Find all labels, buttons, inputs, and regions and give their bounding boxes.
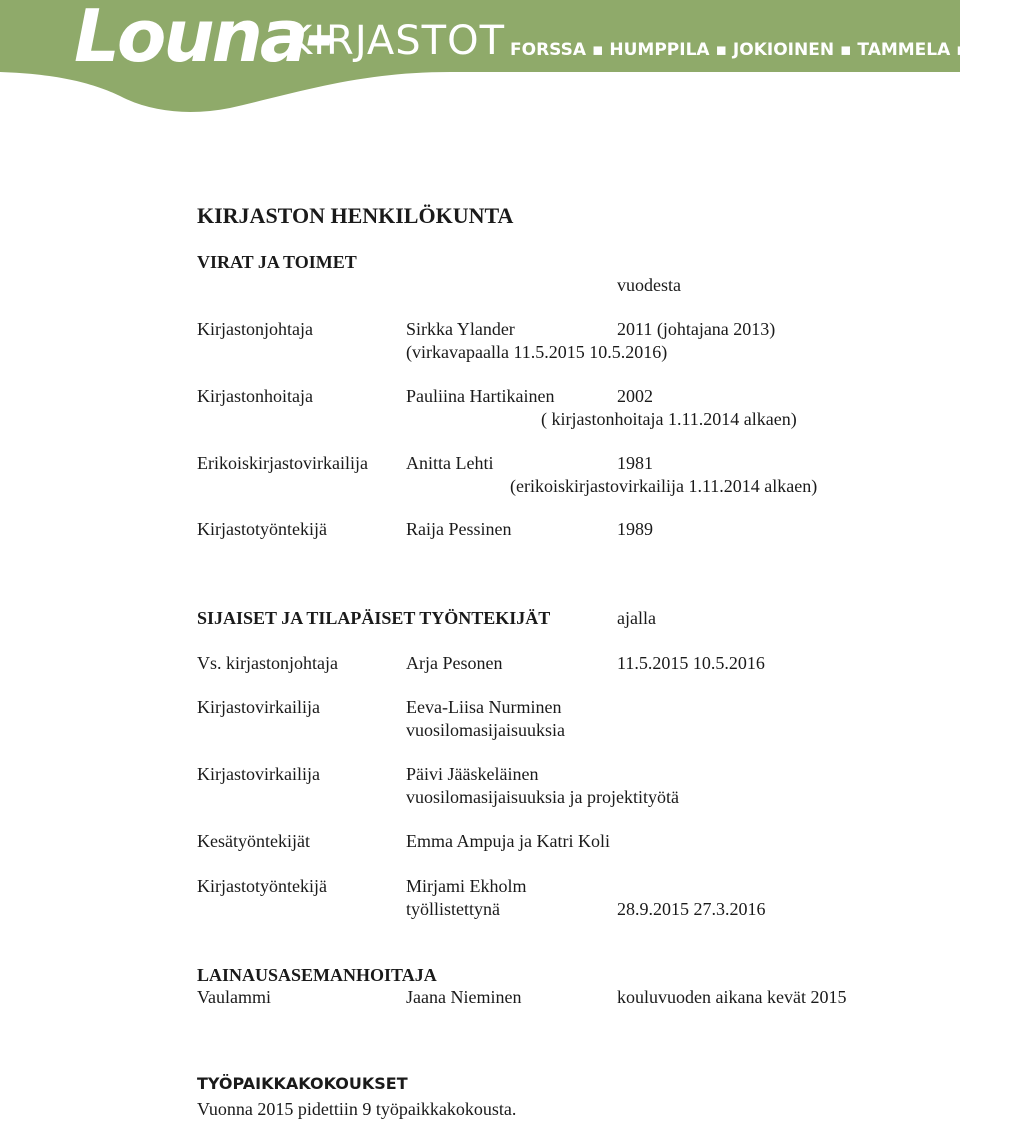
role-label: Erikoiskirjastovirkailija: [197, 453, 368, 473]
column-header-vuodesta: vuodesta: [617, 275, 681, 295]
period-text: kouluvuoden aikana kevät 2015: [617, 987, 847, 1007]
note-text: (erikoiskirjastovirkailija 1.11.2014 alkaen): [510, 476, 818, 496]
page-title: KIRJASTON HENKILÖKUNTA: [197, 203, 514, 228]
person-name: Emma Ampuja ja Katri Koli: [406, 831, 610, 851]
period-text: 28.9.2015 27.3.2016: [617, 899, 766, 919]
section-heading-virat: VIRAT JA TOIMET: [197, 252, 357, 272]
role-label: Kirjastovirkailija: [197, 764, 320, 784]
person-name: Sirkka Ylander: [406, 319, 515, 339]
start-year: 1989: [617, 519, 653, 539]
towns-list: FORSSA ▪ HUMPPILA ▪ JOKIOINEN ▪ TAMMELA ▪ YPÄJÄ: [510, 40, 1030, 60]
note-text: ( kirjastonhoitaja 1.11.2014 alkaen): [541, 409, 797, 429]
section-heading-lainausasema: LAINAUSASEMANHOITAJA: [197, 965, 437, 985]
section-heading-sijaiset: SIJAISET JA TILAPÄISET TYÖNTEKIJÄT: [197, 608, 551, 628]
role-label: Kirjastonjohtaja: [197, 319, 313, 339]
person-name: Päivi Jääskeläinen: [406, 764, 539, 784]
note-text: vuosilomasijaisuuksia ja projektityötä: [406, 787, 679, 807]
person-name: Mirjami Ekholm: [406, 876, 527, 896]
body-text: Vuonna 2015 pidettiin 9 työpaikkakokousta.: [197, 1099, 517, 1119]
person-name: Arja Pesonen: [406, 653, 503, 673]
logo-louna: Louna-: [74, 0, 333, 78]
role-label: Kirjastovirkailija: [197, 697, 320, 717]
person-name: Pauliina Hartikainen: [406, 386, 555, 406]
note-text: työllistettynä: [406, 899, 500, 919]
note-text: (virkavapaalla 11.5.2015 10.5.2016): [406, 342, 668, 362]
note-text: vuosilomasijaisuuksia: [406, 720, 565, 740]
role-label: Kesätyöntekijät: [197, 831, 310, 851]
header-banner: [0, 0, 1030, 115]
person-name: Anitta Lehti: [406, 453, 494, 473]
place-label: Vaulammi: [197, 987, 271, 1007]
section-heading-tyopaikkakokoukset: TYÖPAIKKAKOKOUKSET: [197, 1074, 408, 1093]
role-label: Kirjastotyöntekijä: [197, 519, 327, 539]
role-label: Kirjastotyöntekijä: [197, 876, 327, 896]
role-label: Vs. kirjastonjohtaja: [197, 653, 338, 673]
start-year: 2011 (johtajana 2013): [617, 319, 776, 339]
person-name: Jaana Nieminen: [406, 987, 522, 1007]
start-year: 2002: [617, 386, 653, 406]
role-label: Kirjastonhoitaja: [197, 386, 313, 406]
period-text: 11.5.2015 10.5.2016: [617, 653, 765, 673]
logo-kirjastot: KIRJASTOT: [286, 18, 506, 64]
column-header-ajalla: ajalla: [617, 608, 656, 628]
person-name: Eeva-Liisa Nurminen: [406, 697, 562, 717]
start-year: 1981: [617, 453, 653, 473]
person-name: Raija Pessinen: [406, 519, 512, 539]
